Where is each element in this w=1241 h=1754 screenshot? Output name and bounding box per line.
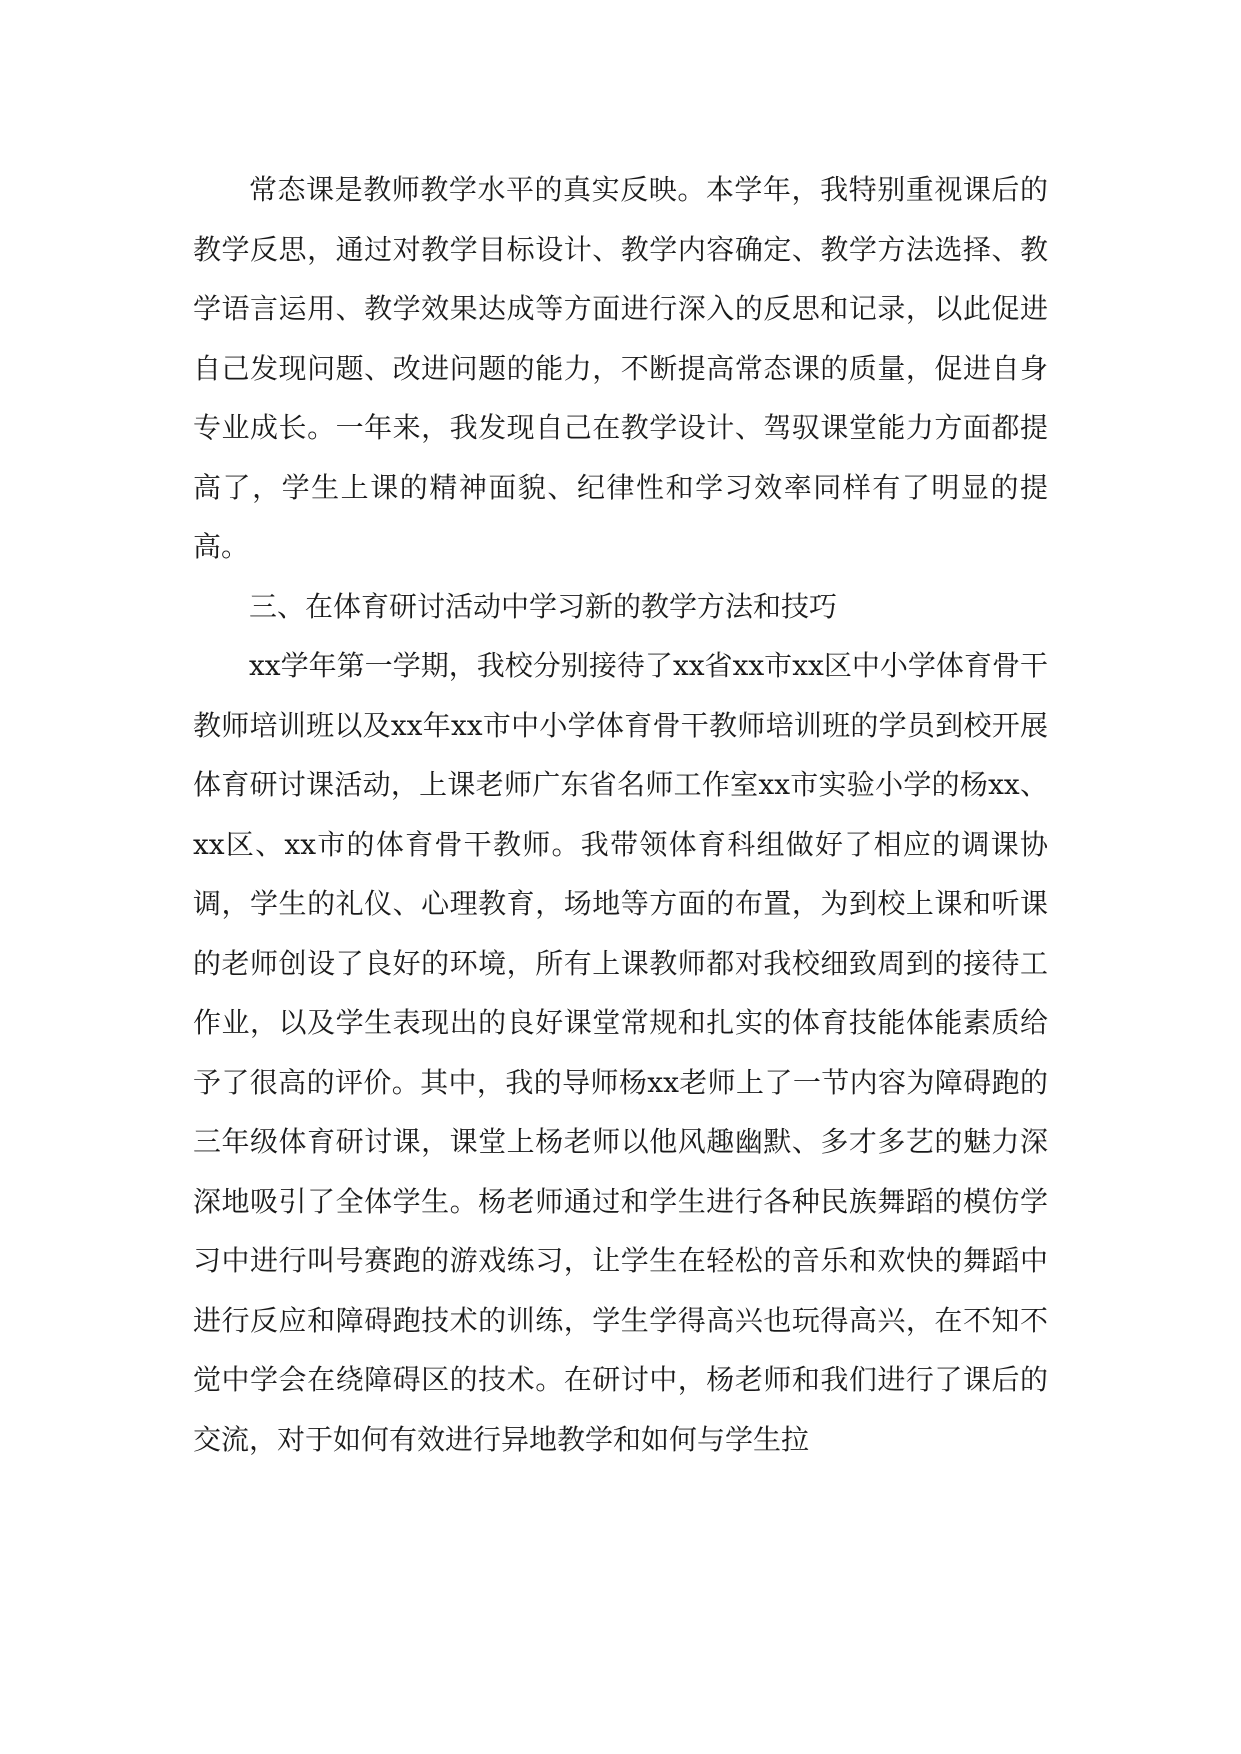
paragraph-seminar: xx学年第一学期，我校分别接待了xx省xx市xx区中小学体育骨干教师培训班以及xx年xx市中小学体育骨干教师培训班的学员到校开展体育研讨课活动，上课老师广东省名师工作室xx市实验小学的杨xx、xx区、xx市的体育骨干教师。我带领体育科组做好了相应的调课协调，学生的礼仪、心理教育，场地等方面的布置，为到校上课和听课的老师创设了良好的环境，所有上课教师都对我校细致周到的接待工作业，以及学生表现出的良好课堂常规和扎实的体育技能体能素质给予了很高的评价。其中，我的导师杨xx老师上了一节内容为障碍跑的三年级体育研讨课，课堂上杨老师以他风趣幽默、多才多艺的魅力深深地吸引了全体学生。杨老师通过和学生进行各种民族舞蹈的模仿学习中进行叫号赛跑的游戏练习，让学生在轻松的音乐和欢快的舞蹈中进行反应和障碍跑技术的训练，学生学得高兴也玩得高兴，在不知不觉中学会在绕障碍区的技术。在研讨中，杨老师和我们进行了课后的交流，对于如何有效进行异地教学和如何与学生拉 [193, 649, 1048, 1456]
document-body [193, 160, 1048, 1469]
paragraph-reflection: 常态课是教师教学水平的真实反映。本学年，我特别重视课后的教学反思，通过对教学目标设计、教学内容确定、教学方法选择、教学语言运用、教学效果达成等方面进行深入的反思和记录，以此促进自己发现问题、改进问题的能力，不断提高常态课的质量，促进自身专业成长。一年来，我发现自己在教学设计、驾驭课堂能力方面都提高了，学生上课的精神面貌、纪律性和学习效率同样有了明显的提高。 [193, 173, 1048, 563]
section-heading: 三、在体育研讨活动中学习新的教学方法和技巧 [249, 589, 838, 623]
